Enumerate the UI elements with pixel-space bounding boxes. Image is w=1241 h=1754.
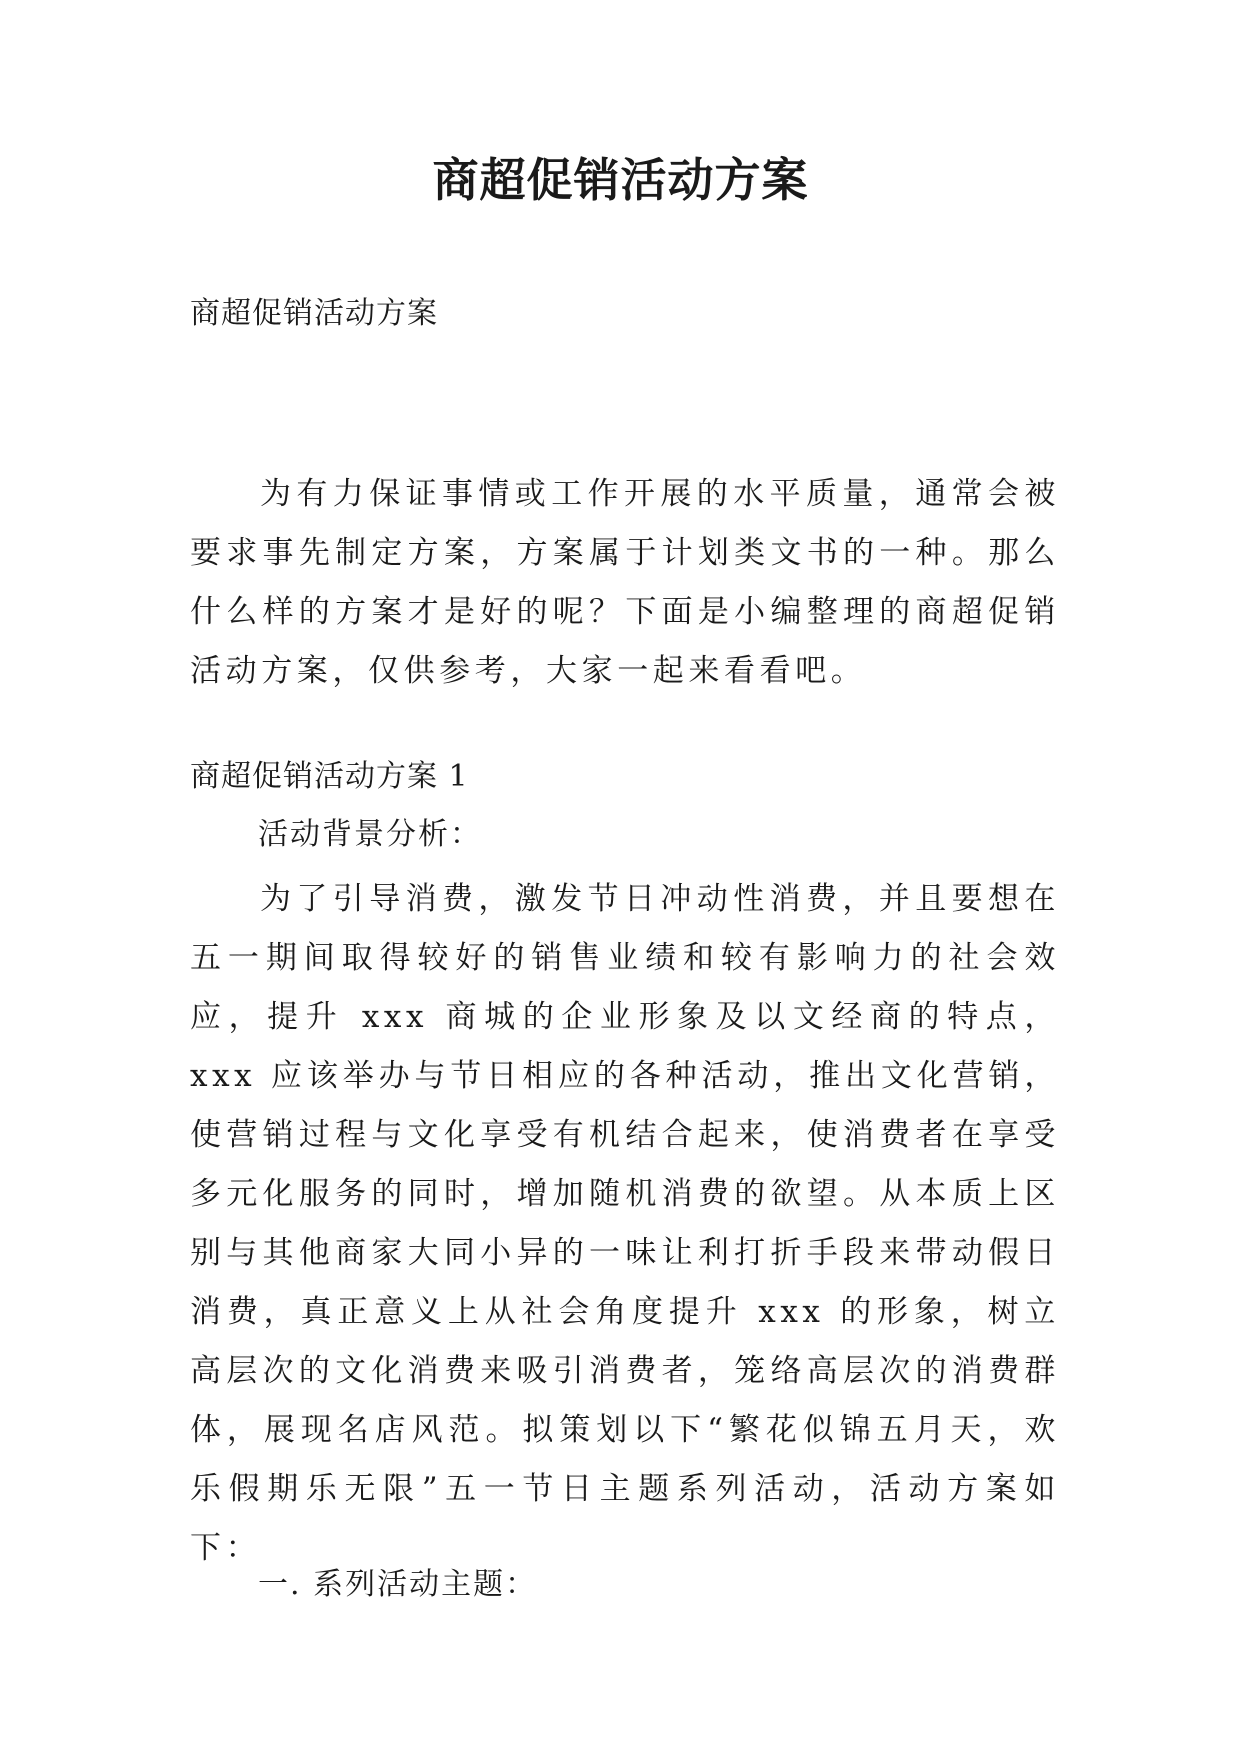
intro-paragraph: 为有力保证事情或工作开展的水平质量，通常会被要求事先制定方案，方案属于计划类文书的一种。那么什么样的方案才是好的呢？下面是小编整理的商超促销活动方案，仅供参考，大家一起来看看吧。 — [190, 476, 1060, 689]
list-item-theme: 一. 系列活动主题： — [258, 1567, 538, 1602]
document-subtitle: 商超促销活动方案 — [190, 296, 438, 331]
background-paragraph: 为了引导消费，激发节日冲动性消费，并且要想在五一期间取得较好的销售业绩和较有影响力的社会效应，提升 xxx 商城的企业形象及以文经商的特点，xxx 应该举办与节日相应的各种活动，推出文化营销，使营销过程与文化享受有机结合起来，使消费者在享受多元化服务的同时，增加随机消费的欲望。从本质上区别与其他商家大同小异的一味让利打折手段来带动假日消费，真正意义上从社会角度提升 xxx 的形象，树立高层次的文化消费来吸引消费者，笼络高层次的消费群体，展现名店风范。拟策划以下“繁花似锦五月天，欢乐假期乐无限”五一节日主题系列活动，活动方案如下： — [190, 881, 1060, 1566]
document-title: 商超促销活动方案 — [432, 153, 809, 207]
section-heading: 商超促销活动方案 1 — [190, 759, 469, 794]
background-label: 活动背景分析： — [258, 817, 482, 852]
